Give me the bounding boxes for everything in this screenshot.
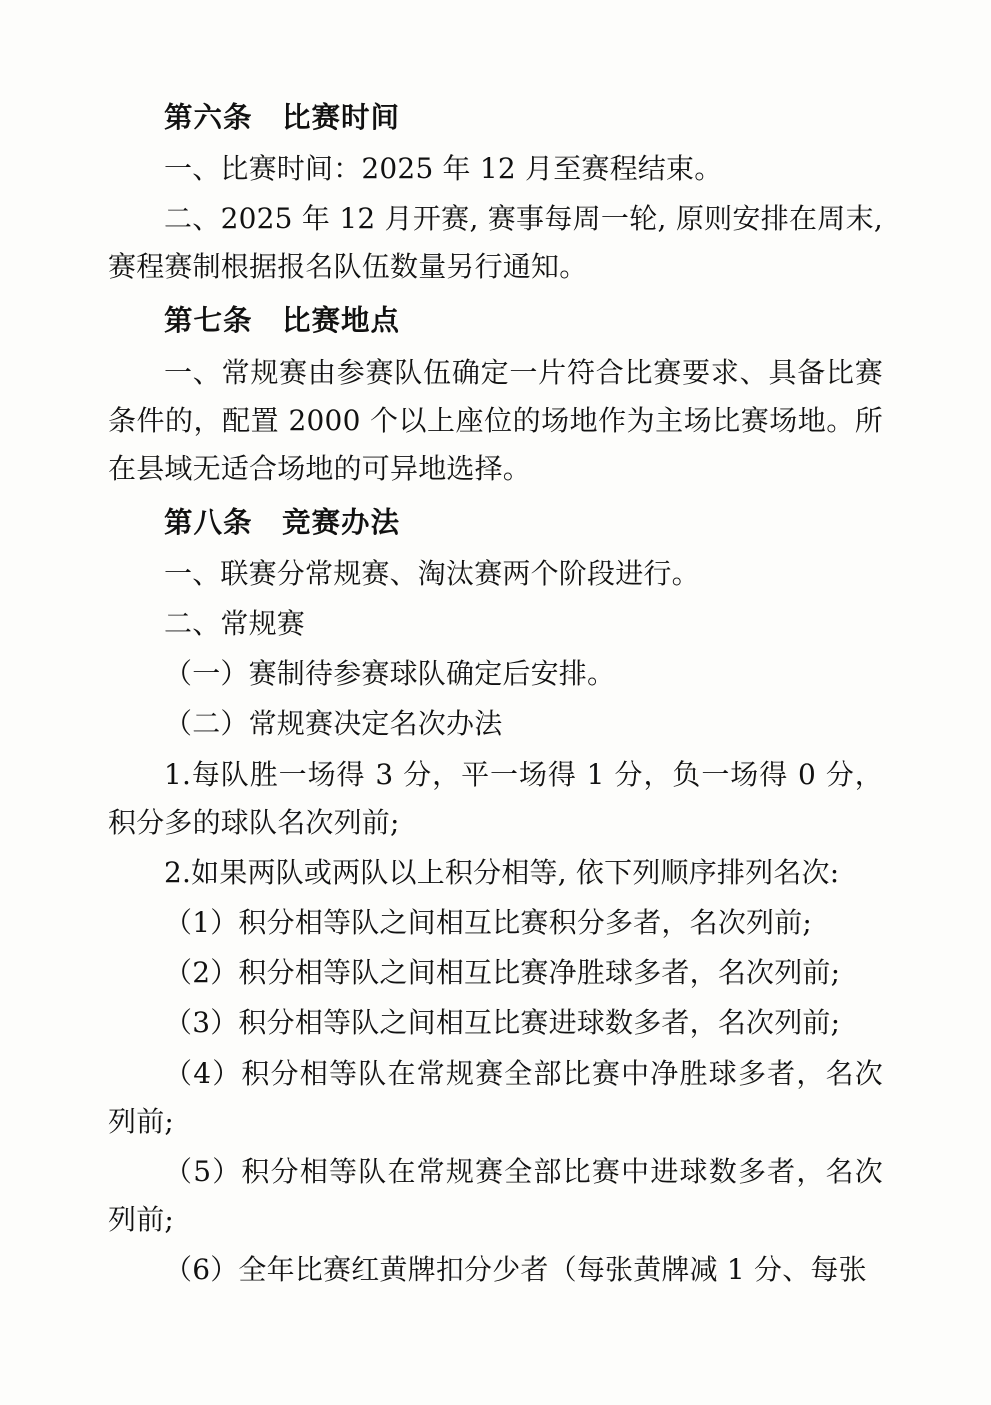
paragraph-article8-sub2: （二）常规赛决定名次办法 bbox=[164, 707, 503, 741]
document-body bbox=[108, 93, 883, 1294]
paragraph-ranking-tiebreak-5: （5）积分相等队在常规赛全部比赛中进球数多者，名次列前; bbox=[108, 1154, 883, 1237]
paragraph-article7-item1: 一、常规赛由参赛队伍确定一片符合比赛要求、具备比赛条件的，配置 2000 个以上座位的场地作为主场比赛场地。所在县域无适合场地的可异地选择。 bbox=[108, 355, 883, 485]
section-heading-article-8: 第八条 竞赛办法 bbox=[164, 504, 401, 539]
paragraph-ranking-tiebreak-3: （3）积分相等队之间相互比赛进球数多者，名次列前; bbox=[164, 1006, 841, 1040]
paragraph-ranking-tiebreak-4: （4）积分相等队在常规赛全部比赛中净胜球多者，名次列前; bbox=[108, 1056, 883, 1138]
paragraph-article8-item1: 一、联赛分常规赛、淘汰赛两个阶段进行。 bbox=[164, 556, 700, 590]
paragraph-article8-item2: 二、常规赛 bbox=[164, 607, 306, 641]
paragraph-ranking-rule-2: 2.如果两队或两队以上积分相等, 依下列顺序排列名次: bbox=[164, 855, 840, 889]
section-heading-article-6: 第六条 比赛时间 bbox=[164, 100, 401, 134]
paragraph-ranking-rule-1: 1.每队胜一场得 3 分，平一场得 1 分，负一场得 0 分，积分多的球队名次列前; bbox=[108, 757, 883, 839]
section-heading-article-7: 第七条 比赛地点 bbox=[164, 303, 401, 338]
paragraph-ranking-tiebreak-2: （2）积分相等队之间相互比赛净胜球多者，名次列前; bbox=[164, 956, 841, 990]
paragraph-article6-item1: 一、比赛时间：2025 年 12 月至赛程结束。 bbox=[164, 152, 723, 186]
paragraph-ranking-tiebreak-6: （6）全年比赛红黄牌扣分少者（每张黄牌减 1 分、每张 bbox=[164, 1253, 867, 1287]
paragraph-article8-sub1: （一）赛制待参赛球队确定后安排。 bbox=[164, 657, 616, 691]
paragraph-article6-item2: 二、2025 年 12 月开赛, 赛事每周一轮, 原则安排在周末, 赛程赛制根据报名队伍数量另行通知。 bbox=[108, 202, 883, 284]
paragraph-ranking-tiebreak-1: （1）积分相等队之间相互比赛积分多者，名次列前; bbox=[164, 906, 813, 940]
